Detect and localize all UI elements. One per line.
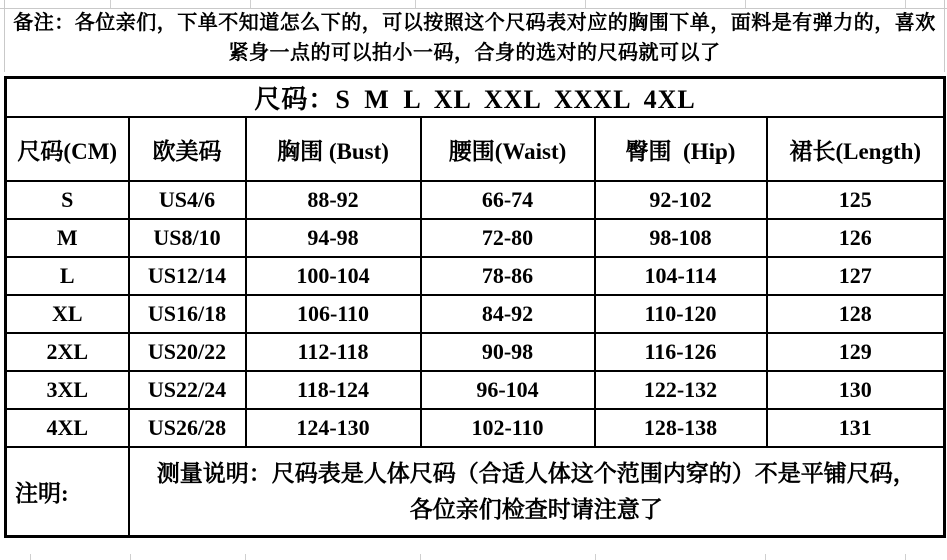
gridline <box>765 554 766 560</box>
cell-us-size: US4/6 <box>129 181 246 219</box>
cell-hip: 98-108 <box>595 219 767 257</box>
table-row-3xl <box>6 371 945 409</box>
cell-waist: 84-92 <box>421 295 595 333</box>
cell-size: XL <box>6 295 129 333</box>
gridline <box>130 554 131 560</box>
cell-bust: 94-98 <box>246 219 421 257</box>
cell-hip: 110-120 <box>595 295 767 333</box>
cell-hip: 122-132 <box>595 371 767 409</box>
cell-bust: 100-104 <box>246 257 421 295</box>
cell-us-size: US8/10 <box>129 219 246 257</box>
cell-length: 125 <box>767 181 945 219</box>
gridline <box>30 554 31 560</box>
cell-bust: 106-110 <box>246 295 421 333</box>
col-header-length: 裙长(Length) <box>767 117 945 181</box>
footer-note <box>129 447 945 537</box>
cell-us-size: US26/28 <box>129 409 246 447</box>
table-row-4xl <box>6 409 945 447</box>
footer-label: 注明: <box>6 447 129 537</box>
cell-waist: 78-86 <box>421 257 595 295</box>
table-row-xl <box>6 295 945 333</box>
gridline <box>420 554 421 560</box>
cell-length: 126 <box>767 219 945 257</box>
cell-size: 4XL <box>6 409 129 447</box>
cell-us-size: US16/18 <box>129 295 246 333</box>
table-header-row <box>6 117 945 181</box>
top-note-region <box>4 0 945 72</box>
cell-hip: 116-126 <box>595 333 767 371</box>
cell-waist: 72-80 <box>421 219 595 257</box>
table-row-m <box>6 219 945 257</box>
cell-bust: 124-130 <box>246 409 421 447</box>
table-footer-row <box>6 447 945 537</box>
cell-size: L <box>6 257 129 295</box>
top-note-text: 备注：各位亲们，下单不知道怎么下的，可以按照这个尺码表对应的胸围下单，面料是有弹力的，喜欢紧身一点的可以拍小一码，合身的选对的尺码就可以了 <box>13 12 936 64</box>
table-row-2xl <box>6 333 945 371</box>
col-header-hip: 臀围 (Hip) <box>595 117 767 181</box>
cell-length: 129 <box>767 333 945 371</box>
cell-size: M <box>6 219 129 257</box>
table-row-l <box>6 257 945 295</box>
footer-note-text: 测量说明：尺码表是人体尺码（合适人体这个范围内穿的）不是平铺尺码，各位亲们检查时请注意了 <box>156 460 916 522</box>
col-header-waist: 腰围(Waist) <box>421 117 595 181</box>
cell-hip: 104-114 <box>595 257 767 295</box>
table-row-s <box>6 181 945 219</box>
cell-hip: 128-138 <box>595 409 767 447</box>
cell-us-size: US20/22 <box>129 333 246 371</box>
table-title-row <box>6 78 945 118</box>
cell-waist: 96-104 <box>421 371 595 409</box>
col-header-bust: 胸围 (Bust) <box>246 117 421 181</box>
gridline <box>905 554 906 560</box>
col-header-size: 尺码(CM) <box>6 117 129 181</box>
cell-waist: 102-110 <box>421 409 595 447</box>
cell-us-size: US12/14 <box>129 257 246 295</box>
cell-bust: 112-118 <box>246 333 421 371</box>
gridline <box>245 554 246 560</box>
cell-waist: 90-98 <box>421 333 595 371</box>
cell-hip: 92-102 <box>595 181 767 219</box>
cell-us-size: US22/24 <box>129 371 246 409</box>
cell-size: S <box>6 181 129 219</box>
cell-length: 127 <box>767 257 945 295</box>
cell-length: 131 <box>767 409 945 447</box>
cell-size: 3XL <box>6 371 129 409</box>
gridline <box>595 554 596 560</box>
spreadsheet-gridlines-bottom <box>0 554 947 560</box>
table-title: 尺码：S M L XL XXL XXXL 4XL <box>6 78 945 118</box>
size-chart-table <box>4 76 946 538</box>
cell-length: 128 <box>767 295 945 333</box>
cell-bust: 88-92 <box>246 181 421 219</box>
cell-size: 2XL <box>6 333 129 371</box>
cell-bust: 118-124 <box>246 371 421 409</box>
col-header-us-size: 欧美码 <box>129 117 246 181</box>
cell-waist: 66-74 <box>421 181 595 219</box>
cell-length: 130 <box>767 371 945 409</box>
